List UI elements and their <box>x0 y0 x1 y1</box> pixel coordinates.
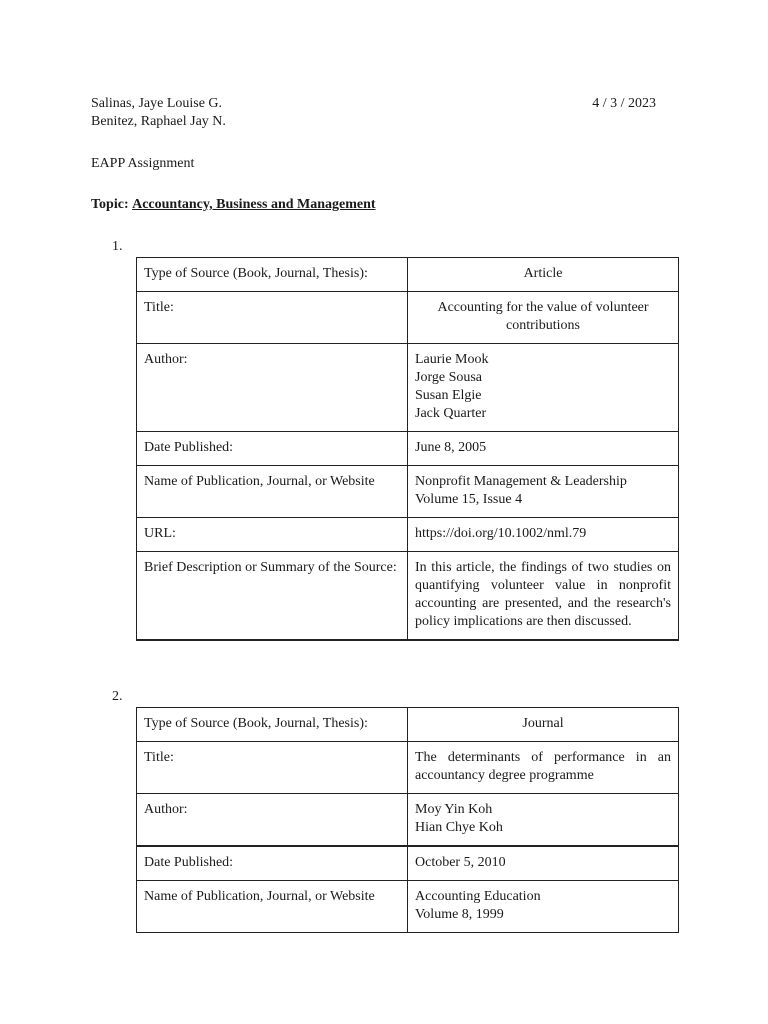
table-row <box>137 742 679 794</box>
date-value: October 5, 2010 <box>408 846 679 881</box>
type-label: Type of Source (Book, Journal, Thesis): <box>137 708 408 742</box>
table-row <box>137 466 679 518</box>
date-label: Date Published: <box>137 432 408 466</box>
author-label: Author: <box>137 344 408 432</box>
publication-line: Volume 15, Issue 4 <box>415 492 523 507</box>
url-label: URL: <box>137 518 408 552</box>
date-value: June 8, 2005 <box>408 432 679 466</box>
title-value: Accounting for the value of volunteer contributions <box>408 292 679 344</box>
student-name-2: Benitez, Raphael Jay N. <box>91 114 226 129</box>
table-row <box>137 258 679 292</box>
table-row <box>137 344 679 432</box>
source-number-2: 2. <box>112 689 123 704</box>
author-name: Laurie Mook <box>415 352 489 367</box>
table-row <box>137 708 679 742</box>
title-label: Title: <box>137 742 408 794</box>
student-name-1: Salinas, Jaye Louise G. <box>91 96 223 111</box>
topic-label: Topic: <box>91 197 129 212</box>
description-value: In this article, the findings of two studies on quantifying volunteer value in nonprofit accounting are presented, and the research's policy implications are then discussed. <box>408 552 679 641</box>
author-name: Hian Chye Koh <box>415 820 503 835</box>
table-row <box>137 846 679 881</box>
author-name: Susan Elgie <box>415 388 482 403</box>
table-row <box>137 518 679 552</box>
title-value: The determinants of performance in an accountancy degree programme <box>408 742 679 794</box>
author-value <box>408 344 679 432</box>
source-table-1 <box>136 257 679 641</box>
url-value[interactable]: https://doi.org/10.1002/nml.79 <box>408 518 679 552</box>
publication-value <box>408 881 679 933</box>
source-table-2 <box>136 707 679 933</box>
description-label: Brief Description or Summary of the Source: <box>137 552 408 641</box>
source-number-1: 1. <box>112 239 123 254</box>
type-value: Journal <box>408 708 679 742</box>
type-value: Article <box>408 258 679 292</box>
publication-value <box>408 466 679 518</box>
author-name: Jorge Sousa <box>415 370 483 385</box>
submission-date: 4 / 3 / 2023 <box>592 96 656 111</box>
assignment-title: EAPP Assignment <box>91 156 195 171</box>
table-row <box>137 794 679 847</box>
publication-label: Name of Publication, Journal, or Website <box>137 881 408 933</box>
author-label: Author: <box>137 794 408 847</box>
publication-line: Volume 8, 1999 <box>415 907 504 922</box>
table-row <box>137 552 679 641</box>
title-label: Title: <box>137 292 408 344</box>
publication-label: Name of Publication, Journal, or Website <box>137 466 408 518</box>
date-label: Date Published: <box>137 846 408 881</box>
author-value <box>408 794 679 847</box>
table-row <box>137 881 679 933</box>
author-name: Jack Quarter <box>415 406 487 421</box>
type-label: Type of Source (Book, Journal, Thesis): <box>137 258 408 292</box>
topic-line <box>91 196 376 214</box>
table-row <box>137 292 679 344</box>
author-name: Moy Yin Koh <box>415 802 493 817</box>
publication-line: Accounting Education <box>415 889 541 904</box>
topic-value: Accountancy, Business and Management <box>132 197 376 212</box>
table-row <box>137 432 679 466</box>
publication-line: Nonprofit Management & Leadership <box>415 474 627 489</box>
